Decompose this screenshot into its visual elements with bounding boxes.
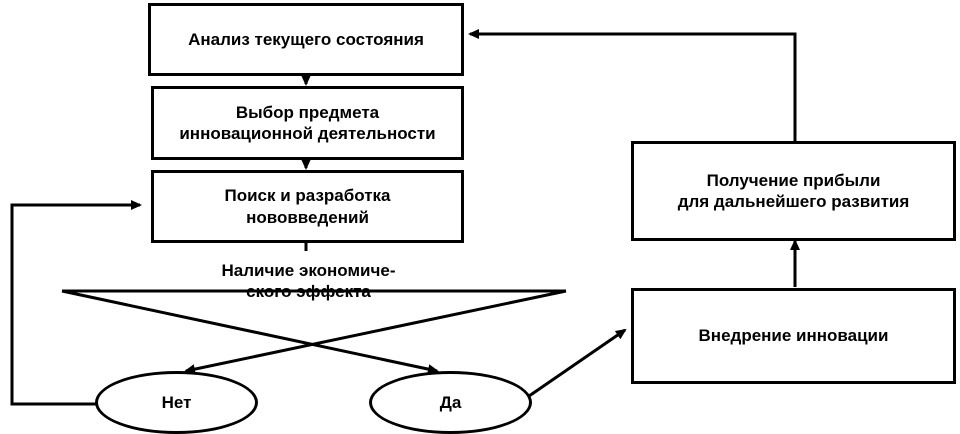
node-search-development[interactable] (151, 170, 464, 243)
node-profit[interactable] (631, 141, 956, 241)
node-search-development-line-2: нововведений (246, 207, 369, 227)
node-analysis[interactable] (148, 3, 464, 76)
node-subject-choice[interactable] (151, 86, 464, 160)
node-implementation[interactable] (631, 288, 956, 384)
node-profit-line-2: для дальнейшего развития (677, 192, 910, 211)
node-economic-effect-line-2: ского эффекта (246, 282, 371, 301)
edge-profit-to-analysis (470, 34, 795, 141)
node-economic-effect[interactable] (176, 251, 441, 311)
node-implementation-line-1: Внедрение инновации (698, 326, 889, 346)
node-yes[interactable] (369, 371, 532, 434)
node-search-development-line-1: Поиск и разработка (224, 186, 391, 206)
node-subject-choice-line-1: Выбор предмета (235, 102, 380, 122)
node-no-label: Нет (161, 392, 192, 412)
node-no[interactable] (95, 371, 258, 434)
node-profit-line-1: Получение прибыли (706, 170, 881, 190)
node-analysis-line-1: Анализ текущего состояния (188, 29, 424, 49)
node-subject-choice-line-2: инновационной деятельности (179, 124, 436, 143)
node-yes-label: Да (439, 392, 462, 412)
node-economic-effect-line-1: Наличие экономиче- (221, 260, 396, 280)
